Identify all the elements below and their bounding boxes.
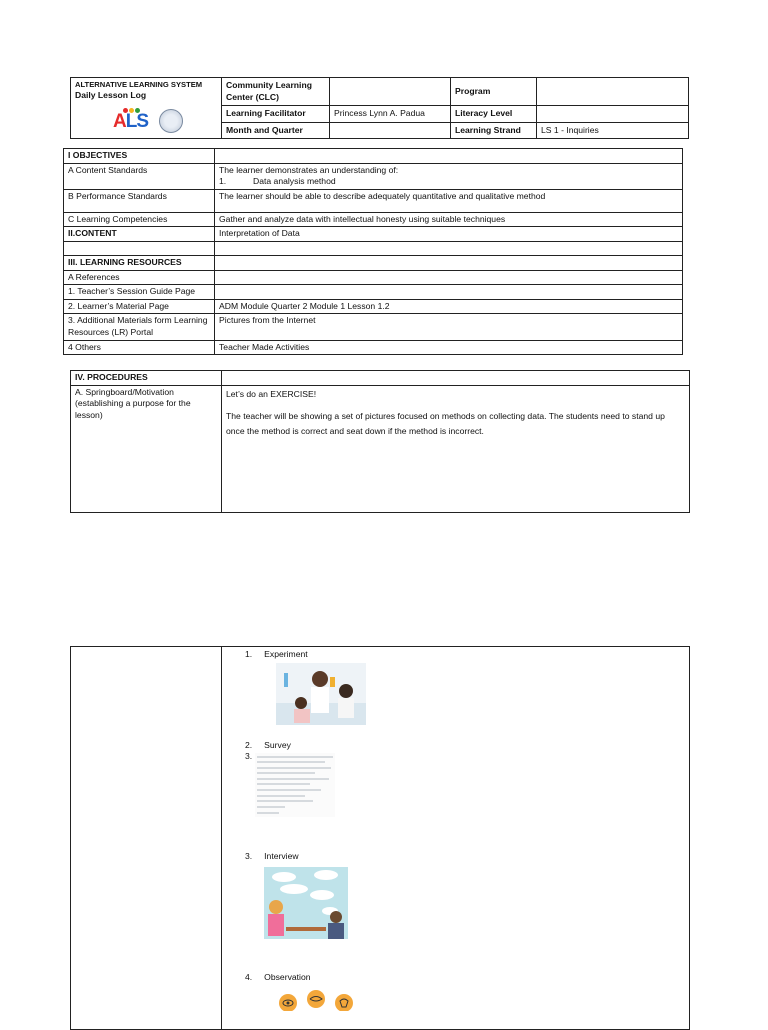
interview-image xyxy=(264,867,348,939)
experiment-image xyxy=(276,663,366,725)
survey-image-wrap xyxy=(245,751,685,817)
competencies-label: C Learning Competencies xyxy=(64,212,215,227)
tsg-label: 1. Teacher’s Session Guide Page xyxy=(64,285,215,300)
exercise-instruction: The teacher will be showing a set of pictures focused on methods on collecting data. The students need to stand up once the method is correct and seat down if the method is incorrect. xyxy=(226,411,665,437)
others-label: 4 Others xyxy=(64,340,215,355)
springboard-content xyxy=(222,385,690,512)
content-standards-value xyxy=(215,163,683,189)
method-item-experiment: 1. Experiment xyxy=(245,649,308,659)
method-item-survey: 2. Survey xyxy=(245,739,291,750)
strand-label: Learning Strand xyxy=(451,122,537,139)
performance-value: The learner should be able to describe adequately quantitative and qualitative method xyxy=(215,189,683,212)
resources-label: III. LEARNING RESOURCES xyxy=(64,255,215,270)
clc-label: Community Learning Center (CLC) xyxy=(222,78,330,106)
content-label: II.CONTENT xyxy=(64,227,215,242)
content-standards-line: The learner demonstrates an understanding of: xyxy=(219,164,399,175)
facilitator-label: Learning Facilitator xyxy=(222,106,330,123)
clc-value xyxy=(330,78,451,106)
exercise-line: Let’s do an EXERCISE! xyxy=(226,388,317,399)
log-title: Daily Lesson Log xyxy=(75,90,147,101)
others-value: Teacher Made Activities xyxy=(215,340,683,355)
system-title: ALTERNATIVE LEARNING SYSTEM xyxy=(75,80,203,89)
additional-value: Pictures from the Internet xyxy=(215,314,683,340)
content-standards-label: A Content Standards xyxy=(64,163,215,189)
procedures-table xyxy=(70,370,690,513)
als-logo xyxy=(75,102,217,136)
logo-cell xyxy=(71,78,222,139)
header-table xyxy=(70,77,689,139)
methods-table xyxy=(70,646,690,1030)
observation-image xyxy=(276,989,356,1011)
strand-value: LS 1 - Inquiries xyxy=(537,122,689,139)
literacy-value xyxy=(537,106,689,123)
deped-seal-icon xyxy=(159,109,183,133)
survey-extra-num: 3. xyxy=(245,751,253,762)
performance-label: B Performance Standards xyxy=(64,189,215,212)
als-logo-mark: ALS xyxy=(113,110,149,132)
methods-left-cell xyxy=(71,647,222,1030)
content-standards-item: 1. Data analysis method xyxy=(219,176,336,187)
month-value xyxy=(330,122,451,139)
literacy-label: Literacy Level xyxy=(451,106,537,123)
springboard-label: A. Springboard/Motivation (establishing a purpose for the lesson) xyxy=(71,385,222,512)
lmp-value: ADM Module Quarter 2 Module 1 Lesson 1.2 xyxy=(215,299,683,314)
competencies-value: Gather and analyze data with intellectual honesty using suitable techniques xyxy=(215,212,683,227)
program-label: Program xyxy=(451,78,537,106)
facilitator-value: Princess Lynn A. Padua xyxy=(330,106,451,123)
content-value: Interpretation of Data xyxy=(215,227,683,242)
method-item-observation: 4. Observation xyxy=(245,971,311,982)
method-item-interview: 3. Interview xyxy=(245,851,299,862)
additional-label: 3. Additional Materials form Learning Resources (LR) Portal xyxy=(64,314,215,340)
objectives-table xyxy=(63,148,683,355)
program-value xyxy=(537,78,689,106)
references-label: A References xyxy=(64,270,215,285)
lmp-label: 2. Learner’s Material Page xyxy=(64,299,215,314)
methods-list xyxy=(222,647,690,1030)
objectives-title: I OBJECTIVES xyxy=(64,149,215,164)
month-label: Month and Quarter xyxy=(222,122,330,139)
procedures-title: IV. PROCEDURES xyxy=(71,371,222,386)
survey-form-image xyxy=(255,753,335,817)
